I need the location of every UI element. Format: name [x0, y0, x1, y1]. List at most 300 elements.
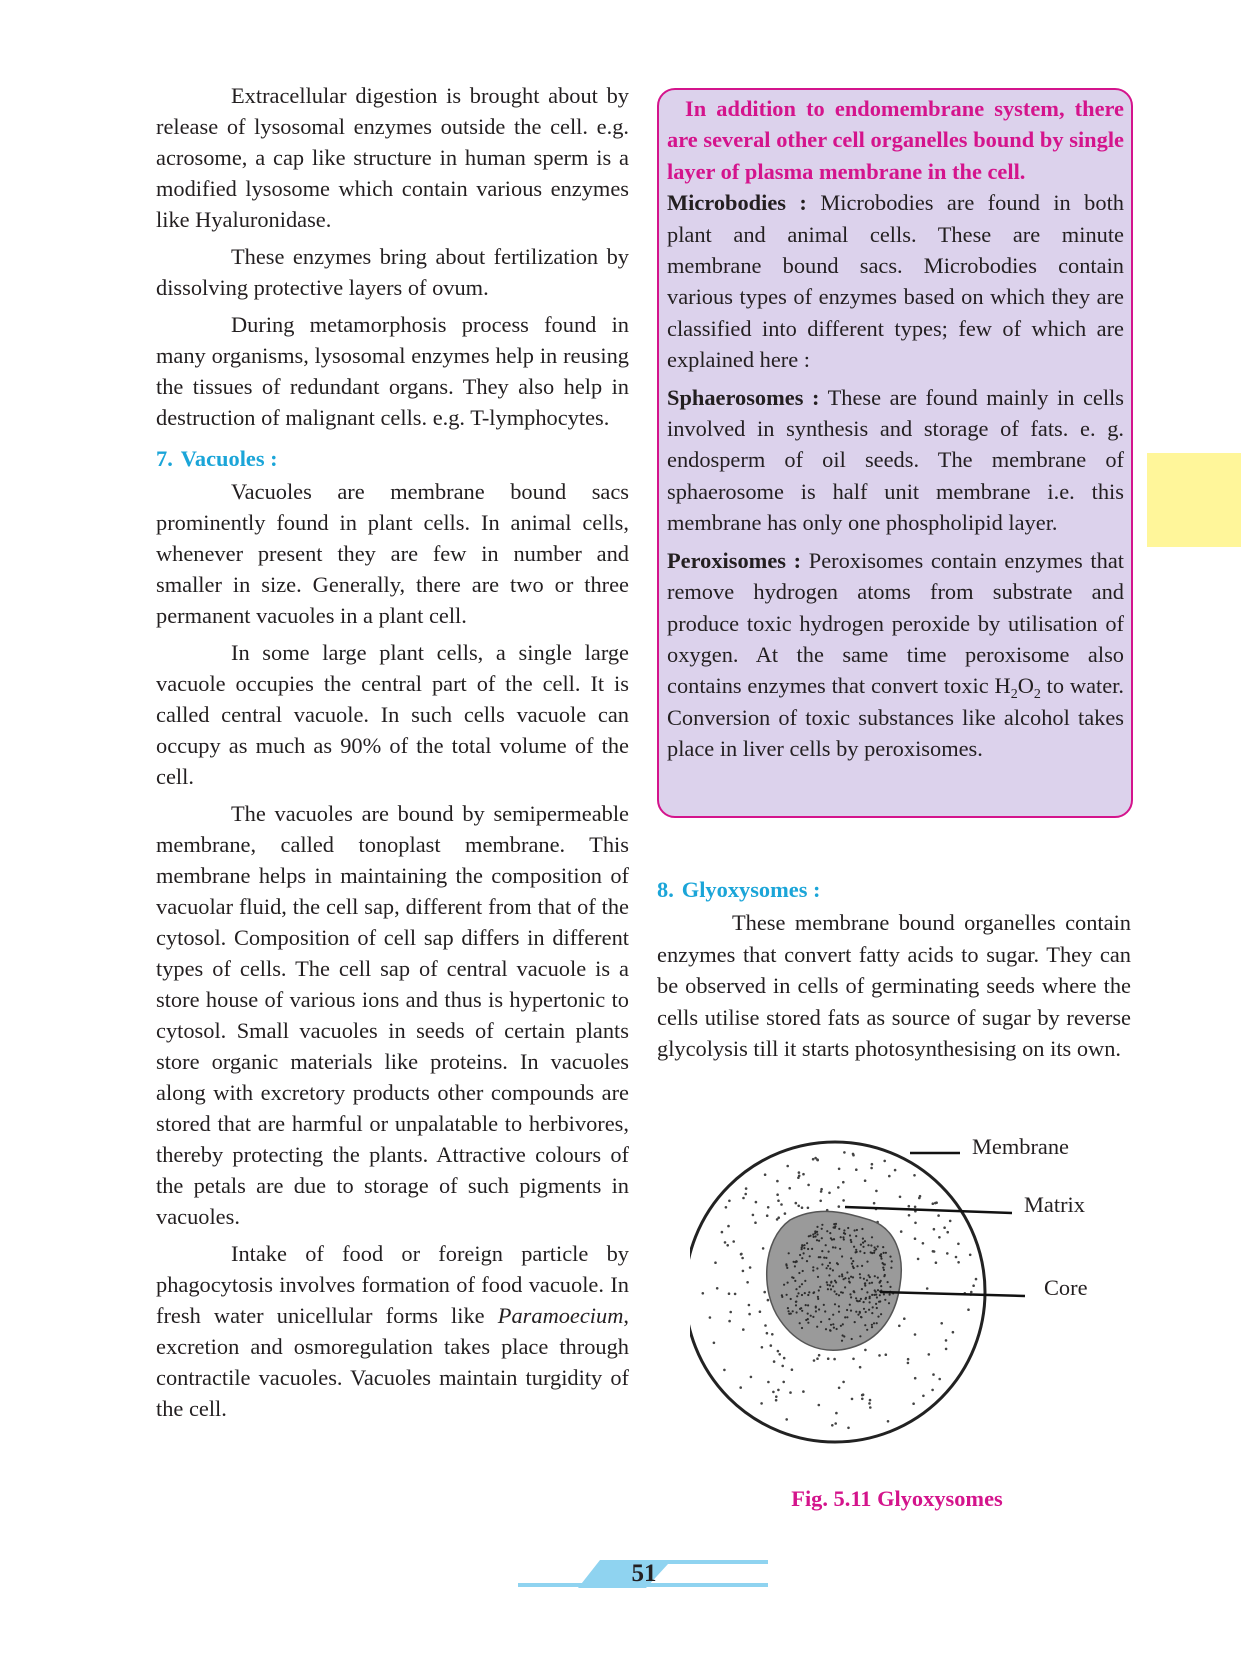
- core-dot: [834, 1303, 836, 1305]
- core-dot: [872, 1306, 874, 1308]
- matrix-dot: [887, 1420, 890, 1423]
- core-dot: [861, 1265, 863, 1267]
- matrix-dot: [781, 1365, 784, 1368]
- matrix-dot: [834, 1422, 837, 1425]
- matrix-dot: [931, 1389, 934, 1392]
- matrix-dot: [798, 1175, 801, 1178]
- core-dot: [846, 1271, 848, 1273]
- core-dot: [835, 1293, 837, 1295]
- core-dot: [801, 1246, 803, 1248]
- matrix-dot: [746, 1281, 749, 1284]
- core-dot: [828, 1274, 830, 1276]
- core-dot: [844, 1233, 846, 1235]
- core-dot: [871, 1294, 873, 1296]
- core-dot: [825, 1257, 827, 1259]
- core-dot: [864, 1240, 866, 1242]
- matrix-dot: [723, 1369, 726, 1372]
- matrix-dot: [724, 1241, 727, 1244]
- matrix-dot: [729, 1311, 732, 1314]
- paragraph-central-vacuole: In some large plant cells, a single large vacuole occupies the central part of the cell. It is called central vacuole. In such cells vacuole can occupy as much as 90% of the total volume of the cell.: [156, 640, 629, 789]
- core-dot: [796, 1311, 798, 1313]
- core-dot: [815, 1306, 817, 1308]
- core-dot: [786, 1267, 788, 1269]
- matrix-dot: [952, 1331, 955, 1334]
- core-dot: [875, 1294, 877, 1296]
- matrix-dot: [967, 1308, 970, 1311]
- core-dot: [788, 1252, 790, 1254]
- paragraph-sphaerosomes: [667, 382, 1124, 539]
- core-dot: [829, 1268, 831, 1270]
- core-dot: [834, 1225, 836, 1227]
- matrix-dot: [838, 1205, 841, 1208]
- matrix-dot: [728, 1200, 731, 1203]
- core-dot: [880, 1258, 882, 1260]
- matrix-dot: [869, 1399, 872, 1402]
- core-dot: [877, 1277, 879, 1279]
- core-dot: [793, 1261, 795, 1263]
- matrix-dot: [702, 1292, 705, 1295]
- matrix-dot: [875, 1190, 878, 1193]
- core-dot: [859, 1250, 861, 1252]
- matrix-dot: [778, 1353, 781, 1356]
- core-dot: [803, 1252, 805, 1254]
- matrix-dot: [801, 1206, 804, 1209]
- matrix-dot: [788, 1187, 791, 1190]
- matrix-dot: [750, 1376, 753, 1379]
- core-dot: [883, 1263, 885, 1265]
- core-dot: [857, 1300, 859, 1302]
- core-dot: [859, 1335, 861, 1337]
- matrix-dot: [922, 1242, 925, 1245]
- matrix-dot: [852, 1358, 855, 1361]
- core-dot: [850, 1257, 852, 1259]
- matrix-dot: [914, 1222, 917, 1225]
- core-dot: [806, 1242, 808, 1244]
- core-dot: [812, 1269, 814, 1271]
- matrix-dot: [748, 1313, 751, 1316]
- core-dot: [850, 1296, 852, 1298]
- core-dot: [850, 1241, 852, 1243]
- matrix-dot: [946, 1252, 949, 1255]
- subscript: 2: [1033, 687, 1041, 703]
- matrix-dot: [776, 1193, 779, 1196]
- core-dot: [853, 1246, 855, 1248]
- core-dot: [818, 1289, 820, 1291]
- matrix-dot: [766, 1332, 769, 1335]
- matrix-dot: [709, 1316, 712, 1319]
- core-dot: [855, 1249, 857, 1251]
- paragraph-tonoplast: The vacuoles are bound by semipermeable membrane, called tonoplast membrane. This membrane helps in maintaining the composition of vacuolar fluid, the cell sap, different from that of the cytosol. Composition of cell sap differs in different types of cells. The cell sap of central vacuole is a store house of various ions and thus is hypertonic to cytosol. Small vacuoles in seeds of certain plants store organic materials like proteins. In vacuoles along with excretory products other compounds are stored that are harmful or unpalatable to herbivores, thereby protecting the plants. Attractive colours of the petals are due to storage of such pigments in vacuoles.: [156, 801, 629, 1229]
- paragraph-fertilization: These enzymes bring about fertilization by dissolving protective layers of ovum.: [156, 244, 629, 300]
- core-dot: [864, 1324, 866, 1326]
- matrix-dot: [827, 1357, 830, 1360]
- matrix-dot: [782, 1381, 785, 1384]
- core-dot: [866, 1279, 868, 1281]
- matrix-dot: [742, 1270, 745, 1273]
- core-dot: [880, 1285, 882, 1287]
- paragraph-peroxisomes: [667, 545, 1124, 765]
- core-dot: [876, 1307, 878, 1309]
- core-dot: [869, 1296, 871, 1298]
- matrix-dot: [741, 1257, 744, 1260]
- core-dot: [802, 1270, 804, 1272]
- core-dot: [851, 1338, 853, 1340]
- core-dot: [838, 1294, 840, 1296]
- core-dot: [801, 1257, 803, 1259]
- matrix-dot: [938, 1378, 941, 1381]
- core-dot: [865, 1297, 867, 1299]
- matrix-dot: [922, 1395, 925, 1398]
- matrix-dot: [852, 1153, 855, 1156]
- chapter-side-tab: [1147, 453, 1241, 547]
- core-dot: [868, 1309, 870, 1311]
- matrix-dot: [763, 1291, 766, 1294]
- matrix-dot: [760, 1402, 763, 1405]
- matrix-dot: [725, 1206, 728, 1209]
- matrix-dot: [885, 1353, 888, 1356]
- matrix-dot: [957, 1261, 960, 1264]
- matrix-dot: [955, 1256, 958, 1259]
- core-dot: [873, 1252, 875, 1254]
- matrix-dot: [775, 1395, 778, 1398]
- core-dot: [862, 1242, 864, 1244]
- core-dot: [830, 1288, 832, 1290]
- matrix-dot: [798, 1171, 801, 1174]
- matrix-dot: [835, 1412, 838, 1415]
- core-dot: [849, 1304, 851, 1306]
- matrix-dot: [933, 1228, 936, 1231]
- core-dot: [816, 1233, 818, 1235]
- matrix-dot: [914, 1206, 917, 1209]
- matrix-dot: [935, 1201, 938, 1204]
- matrix-dot: [814, 1157, 817, 1160]
- matrix-dot: [838, 1387, 841, 1390]
- core-dot: [821, 1250, 823, 1252]
- core-dot: [807, 1294, 809, 1296]
- matrix-dot: [894, 1169, 897, 1172]
- core-dot: [888, 1302, 890, 1304]
- matrix-dot: [785, 1418, 788, 1421]
- matrix-dot: [818, 1354, 821, 1357]
- core-dot: [803, 1244, 805, 1246]
- core-dot: [834, 1247, 836, 1249]
- matrix-dot: [913, 1174, 916, 1177]
- core-dot: [809, 1255, 811, 1257]
- core-dot: [849, 1293, 851, 1295]
- core-dot: [882, 1267, 884, 1269]
- core-dot: [801, 1294, 803, 1296]
- core-dot: [809, 1235, 811, 1237]
- core-dot: [859, 1273, 861, 1275]
- core-dot: [870, 1251, 872, 1253]
- matrix-dot: [975, 1278, 978, 1281]
- core-dot: [829, 1329, 831, 1331]
- core-dot: [817, 1276, 819, 1278]
- matrix-dot: [721, 1231, 724, 1234]
- matrix-dot: [847, 1427, 850, 1430]
- core-dot: [838, 1275, 840, 1277]
- italic-term: Paramoecium: [497, 1303, 624, 1328]
- core-dot: [863, 1252, 865, 1254]
- core-dot: [834, 1280, 836, 1282]
- core-dot: [799, 1286, 801, 1288]
- matrix-dot: [957, 1243, 960, 1246]
- core-dot: [804, 1280, 806, 1282]
- matrix-dot: [820, 1190, 823, 1193]
- matrix-dot: [838, 1168, 841, 1171]
- matrix-dot: [772, 1391, 775, 1394]
- core-dot: [832, 1323, 834, 1325]
- matrix-dot: [828, 1192, 831, 1195]
- paragraph-microbodies: [667, 187, 1124, 375]
- core-dot: [878, 1301, 880, 1303]
- core-dot: [812, 1316, 814, 1318]
- matrix-dot: [945, 1339, 948, 1342]
- core-dot: [821, 1263, 823, 1265]
- core-dot: [880, 1313, 882, 1315]
- matrix-dot: [855, 1168, 858, 1171]
- core-dot: [850, 1310, 852, 1312]
- text-run: Intake of food or foreign particle by phagocytosis involves formation of food vacuole. In fresh water unicellular forms like: [156, 1241, 629, 1328]
- core-dot: [786, 1265, 788, 1267]
- core-dot: [815, 1310, 817, 1312]
- info-box-intro: In addition to endomembrane system, there are several other cell organelles bound by single layer of plasma membrane in the cell.: [667, 96, 1124, 184]
- text-run: Microbodies are found in both plant and animal cells. These are minute membrane bound sacs. Microbodies contain various types of enzymes based on which they are classified into different types; few of which are explained here :: [667, 190, 1124, 373]
- core-dot: [834, 1290, 836, 1292]
- core-dot: [865, 1311, 867, 1313]
- matrix-dot: [907, 1362, 910, 1365]
- core-dot: [853, 1267, 855, 1269]
- matrix-dot: [907, 1358, 910, 1361]
- paragraph-extracellular-digestion: Extracellular digestion is brought about by release of lysosomal enzymes outside the cell. e.g. acrosome, a cap like structure in human sperm is a modified lysosome which contain various enzymes like Hyaluronidase.: [156, 83, 629, 232]
- core-dot: [839, 1248, 841, 1250]
- core-dot: [889, 1256, 891, 1258]
- matrix-dot: [762, 1247, 765, 1250]
- core-dot: [850, 1239, 852, 1241]
- core-dot: [799, 1254, 801, 1256]
- core-dot: [840, 1236, 842, 1238]
- core-dot: [827, 1265, 829, 1267]
- matrix-dot: [777, 1199, 780, 1202]
- core-dot: [891, 1260, 893, 1262]
- term-sphaerosomes: Sphaerosomes :: [667, 384, 820, 410]
- matrix-dot: [933, 1250, 936, 1253]
- matrix-dot: [786, 1165, 789, 1168]
- core-dot: [852, 1260, 854, 1262]
- core-dot: [855, 1311, 857, 1313]
- matrix-dot: [767, 1381, 770, 1384]
- core-dot: [783, 1284, 785, 1286]
- core-dot: [826, 1230, 828, 1232]
- core-dot: [803, 1247, 805, 1249]
- core-dot: [864, 1283, 866, 1285]
- core-dot: [873, 1322, 875, 1324]
- core-dot: [794, 1265, 796, 1267]
- core-dot: [821, 1228, 823, 1230]
- core-dot: [871, 1312, 873, 1314]
- core-dot: [787, 1282, 789, 1284]
- matrix-dot: [739, 1386, 742, 1389]
- core-dot: [786, 1294, 788, 1296]
- matrix-dot: [761, 1346, 764, 1349]
- paragraph-food-vacuole: [156, 1238, 629, 1424]
- matrix-dot: [716, 1287, 719, 1290]
- core-dot: [866, 1261, 868, 1263]
- core-dot: [842, 1334, 844, 1336]
- core-dot: [871, 1326, 873, 1328]
- core-dot: [816, 1239, 818, 1241]
- matrix-dot: [812, 1158, 815, 1161]
- matrix-dot: [972, 1284, 975, 1287]
- core-dot: [836, 1328, 838, 1330]
- core-dot: [818, 1240, 820, 1242]
- matrix-dot: [859, 1366, 862, 1369]
- core-dot: [871, 1236, 873, 1238]
- core-dot: [869, 1282, 871, 1284]
- core-dot: [842, 1236, 844, 1238]
- core-dot: [794, 1280, 796, 1282]
- section-title: Glyoxysomes :: [681, 877, 821, 902]
- core-dot: [841, 1275, 843, 1277]
- matrix-dot: [745, 1187, 748, 1190]
- matrix-dot: [714, 1261, 717, 1264]
- matrix-dot: [789, 1391, 792, 1394]
- core-dot: [883, 1269, 885, 1271]
- core-dot: [816, 1231, 818, 1233]
- core-dot: [829, 1284, 831, 1286]
- matrix-dot: [970, 1291, 973, 1294]
- core-dot: [840, 1291, 842, 1293]
- core-dot: [801, 1327, 803, 1329]
- core-dot: [815, 1235, 817, 1237]
- matrix-dot: [869, 1406, 872, 1409]
- matrix-dot: [864, 1179, 867, 1182]
- matrix-dot: [807, 1207, 810, 1210]
- core-dot: [798, 1272, 800, 1274]
- core-dot: [828, 1318, 830, 1320]
- core-dot: [863, 1308, 865, 1310]
- matrix-dot: [912, 1402, 915, 1405]
- matrix-dot: [742, 1328, 745, 1331]
- core-dot: [813, 1236, 815, 1238]
- right-column: [657, 874, 1131, 1064]
- core-dot: [816, 1326, 818, 1328]
- core-dot: [811, 1248, 813, 1250]
- matrix-dot: [742, 1197, 745, 1200]
- matrix-dot: [946, 1231, 949, 1234]
- core-dot: [836, 1262, 838, 1264]
- core-dot: [832, 1285, 834, 1287]
- core-dot: [853, 1290, 855, 1292]
- core-dot: [830, 1281, 832, 1283]
- matrix-dot: [938, 1236, 941, 1239]
- matrix-dot: [818, 1404, 821, 1407]
- core-dot: [883, 1293, 885, 1295]
- core-dot: [869, 1276, 871, 1278]
- matrix-dot: [820, 1188, 823, 1191]
- core-dot: [841, 1340, 843, 1342]
- term-peroxisomes: Peroxisomes :: [667, 547, 802, 573]
- core-dot: [861, 1228, 863, 1230]
- core-dot: [887, 1281, 889, 1283]
- matrix-dot: [807, 1184, 810, 1187]
- label-membrane: Membrane: [972, 1134, 1069, 1159]
- paragraph-metamorphosis: During metamorphosis process found in many organisms, lysosomal enzymes help in reusing the tissues of redundant organs. They also help in destruction of malignant cells. e.g. T-lymphocytes.: [156, 312, 629, 430]
- core-dot: [795, 1260, 797, 1262]
- matrix-dot: [833, 1358, 836, 1361]
- matrix-dot: [727, 1225, 730, 1228]
- text-run: , excretion and osmoregulation takes place through contractile vacuoles. Vacuoles maintain turgidity of the cell.: [156, 1303, 629, 1421]
- matrix-dot: [914, 1377, 917, 1380]
- matrix-dot: [837, 1186, 840, 1189]
- core-dot: [808, 1291, 810, 1293]
- core-dot: [880, 1255, 882, 1257]
- matrix-dot: [903, 1317, 906, 1320]
- matrix-dot: [878, 1354, 881, 1357]
- matrix-dot: [819, 1200, 822, 1203]
- core-dot: [879, 1281, 881, 1283]
- matrix-dot: [728, 1292, 731, 1295]
- matrix-dot: [831, 1424, 834, 1427]
- core-dot: [877, 1245, 879, 1247]
- section-number: 8.: [657, 877, 674, 902]
- core-dot: [827, 1288, 829, 1290]
- core-dot: [855, 1297, 857, 1299]
- core-dot: [832, 1246, 834, 1248]
- text-run: to water. Conversion of toxic substances like alcohol takes place in liver cells by peroxisomes.: [667, 673, 1124, 762]
- core-dot: [816, 1267, 818, 1269]
- section-number: 7.: [156, 446, 173, 471]
- matrix-dot: [926, 1287, 929, 1290]
- core-dot: [804, 1292, 806, 1294]
- core-dot: [871, 1282, 873, 1284]
- core-dot: [807, 1322, 809, 1324]
- core-dot: [885, 1252, 887, 1254]
- core-dot: [889, 1286, 891, 1288]
- core-dot: [799, 1322, 801, 1324]
- core-dot: [842, 1323, 844, 1325]
- core-dot: [819, 1286, 821, 1288]
- core-dot: [854, 1229, 856, 1231]
- matrix-dot: [842, 1199, 845, 1202]
- matrix-dot: [734, 1293, 737, 1296]
- core-dot: [806, 1260, 808, 1262]
- core-dot: [795, 1288, 797, 1290]
- core-dot: [843, 1229, 845, 1231]
- core-dot: [790, 1313, 792, 1315]
- matrix-dot: [766, 1214, 769, 1217]
- matrix-dot: [862, 1393, 865, 1396]
- matrix-dot: [937, 1214, 940, 1217]
- core-dot: [833, 1223, 835, 1225]
- core-dot: [857, 1314, 859, 1316]
- matrix-dot: [914, 1237, 917, 1240]
- matrix-dot: [883, 1160, 886, 1163]
- core-dot: [860, 1316, 862, 1318]
- text-run: These are found mainly in cells involved in synthesis and storage of fats. e. g. endosperm of oil seeds. The membrane of sphaerosome is half unit membrane i.e. this membrane has only one phospholipid layer.: [667, 384, 1124, 536]
- core-dot: [816, 1226, 818, 1228]
- matrix-dot: [945, 1348, 948, 1351]
- core-dot: [876, 1322, 878, 1324]
- core-dot: [844, 1286, 846, 1288]
- core-dot: [821, 1224, 823, 1226]
- core-dot: [797, 1292, 799, 1294]
- matrix-dot: [764, 1324, 767, 1327]
- matrix-dot: [899, 1196, 902, 1199]
- matrix-dot: [935, 1261, 938, 1264]
- matrix-dot: [842, 1381, 845, 1384]
- core-dot: [846, 1316, 848, 1318]
